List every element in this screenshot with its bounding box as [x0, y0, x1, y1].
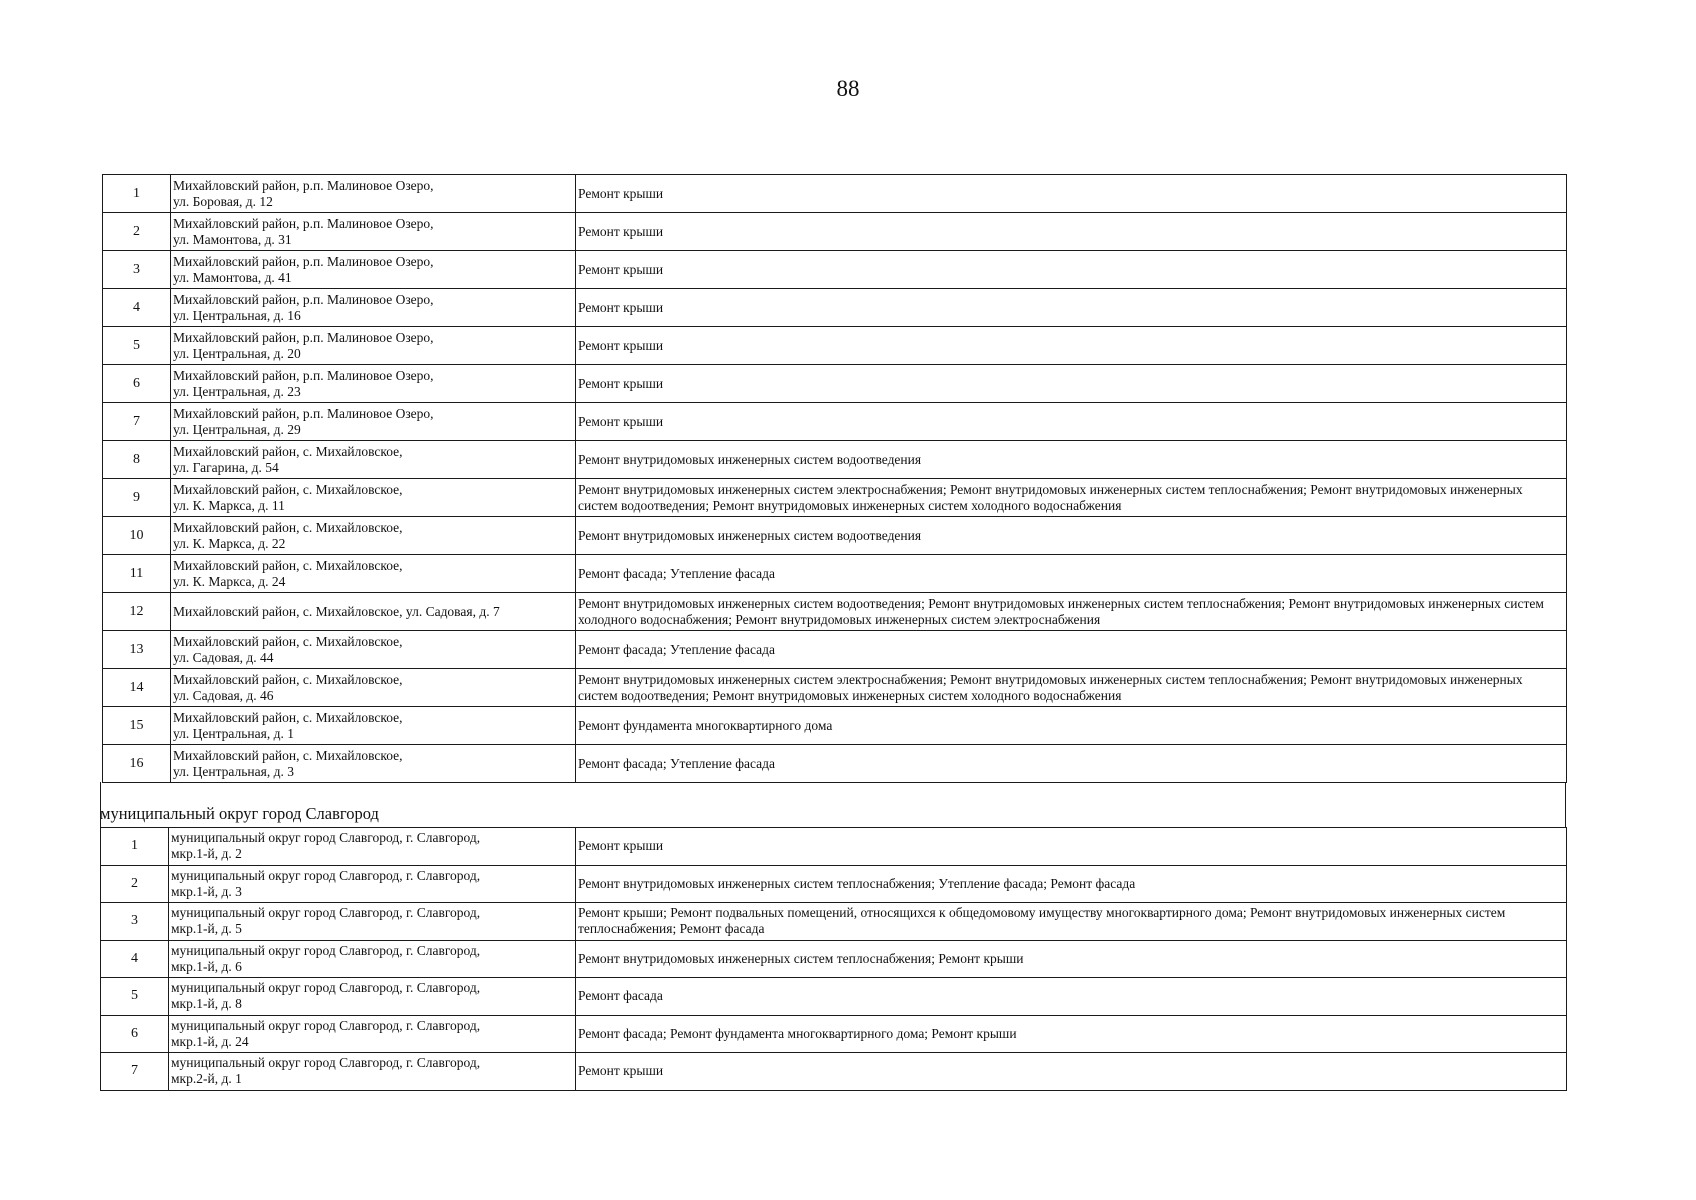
row-address: Михайловский район, р.п. Малиновое Озеро, ул. Центральная, д. 29	[171, 403, 576, 441]
row-number: 3	[103, 251, 171, 289]
table-row	[103, 251, 1567, 289]
row-address: муниципальный округ город Славгород, г. Славгород, мкр.2-й, д. 1	[169, 1053, 576, 1091]
row-work-type: Ремонт внутридомовых инженерных систем теплоснабжения; Ремонт крыши	[576, 940, 1567, 978]
row-address: Михайловский район, с. Михайловское, ул. К. Маркса, д. 24	[171, 555, 576, 593]
row-address: муниципальный округ город Славгород, г. Славгород, мкр.1-й, д. 3	[169, 865, 576, 903]
row-work-type: Ремонт фасада; Утепление фасада	[576, 631, 1567, 669]
row-address: Михайловский район, р.п. Малиновое Озеро, ул. Центральная, д. 20	[171, 327, 576, 365]
row-number: 1	[103, 175, 171, 213]
row-number: 8	[103, 441, 171, 479]
table-row	[103, 631, 1567, 669]
row-address: Михайловский район, р.п. Малиновое Озеро, ул. Центральная, д. 23	[171, 365, 576, 403]
table-row	[101, 865, 1567, 903]
row-work-type: Ремонт крыши	[576, 289, 1567, 327]
row-address: Михайловский район, р.п. Малиновое Озеро, ул. Мамонтова, д. 41	[171, 251, 576, 289]
table-row	[103, 669, 1567, 707]
row-number: 4	[103, 289, 171, 327]
table-row	[103, 403, 1567, 441]
row-number: 2	[101, 865, 169, 903]
row-work-type: Ремонт фасада	[576, 978, 1567, 1016]
row-number: 6	[101, 1015, 169, 1053]
table-row	[103, 327, 1567, 365]
table-row	[103, 175, 1567, 213]
row-address: Михайловский район, с. Михайловское, ул. Гагарина, д. 54	[171, 441, 576, 479]
repair-table-mikhailovsky	[102, 174, 1567, 783]
row-number: 1	[101, 828, 169, 866]
row-number: 2	[103, 213, 171, 251]
row-address: Михайловский район, с. Михайловское, ул. К. Маркса, д. 22	[171, 517, 576, 555]
section-heading: муниципальный округ город Славгород	[100, 804, 379, 823]
table-row	[101, 1053, 1567, 1091]
row-number: 3	[101, 903, 169, 941]
row-number: 4	[101, 940, 169, 978]
row-address: Михайловский район, с. Михайловское, ул. Садовая, д. 7	[171, 593, 576, 631]
table-row	[103, 517, 1567, 555]
row-number: 7	[101, 1053, 169, 1091]
row-work-type: Ремонт внутридомовых инженерных систем водоотведения	[576, 517, 1567, 555]
row-address: Михайловский район, с. Михайловское, ул. Садовая, д. 46	[171, 669, 576, 707]
repair-table-slavgorod	[100, 827, 1567, 1091]
row-address: муниципальный округ город Славгород, г. Славгород, мкр.1-й, д. 5	[169, 903, 576, 941]
row-address: Михайловский район, с. Михайловское, ул. К. Маркса, д. 11	[171, 479, 576, 517]
row-work-type: Ремонт внутридомовых инженерных систем теплоснабжения; Утепление фасада; Ремонт фасада	[576, 865, 1567, 903]
table-row	[101, 940, 1567, 978]
row-work-type: Ремонт крыши	[576, 327, 1567, 365]
table-row	[103, 213, 1567, 251]
row-number: 6	[103, 365, 171, 403]
row-address: Михайловский район, с. Михайловское, ул. Центральная, д. 3	[171, 745, 576, 783]
table-row	[101, 978, 1567, 1016]
table-row	[101, 828, 1567, 866]
row-number: 15	[103, 707, 171, 745]
table-row	[103, 555, 1567, 593]
row-number: 14	[103, 669, 171, 707]
table-row	[101, 903, 1567, 941]
table-row	[103, 289, 1567, 327]
row-address: Михайловский район, р.п. Малиновое Озеро, ул. Мамонтова, д. 31	[171, 213, 576, 251]
row-address: муниципальный округ город Славгород, г. Славгород, мкр.1-й, д. 8	[169, 978, 576, 1016]
row-number: 5	[103, 327, 171, 365]
table-row	[103, 479, 1567, 517]
row-number: 5	[101, 978, 169, 1016]
row-work-type: Ремонт фасада; Утепление фасада	[576, 745, 1567, 783]
row-work-type: Ремонт внутридомовых инженерных систем электроснабжения; Ремонт внутридомовых инженерных систем теплоснабжения; Ремонт внутридомовых инженерных систем водоотведения; Ремонт внутридомовых инженерных систем холодного водоснабжения	[576, 479, 1567, 517]
row-work-type: Ремонт фасада; Ремонт фундамента многоквартирного дома; Ремонт крыши	[576, 1015, 1567, 1053]
row-address: Михайловский район, р.п. Малиновое Озеро, ул. Центральная, д. 16	[171, 289, 576, 327]
row-work-type: Ремонт внутридомовых инженерных систем водоотведения	[576, 441, 1567, 479]
row-work-type: Ремонт фундамента многоквартирного дома	[576, 707, 1567, 745]
table-row	[103, 745, 1567, 783]
row-address: муниципальный округ город Славгород, г. Славгород, мкр.1-й, д. 6	[169, 940, 576, 978]
row-number: 9	[103, 479, 171, 517]
row-work-type: Ремонт крыши	[576, 213, 1567, 251]
row-number: 13	[103, 631, 171, 669]
row-number: 16	[103, 745, 171, 783]
row-work-type: Ремонт внутридомовых инженерных систем электроснабжения; Ремонт внутридомовых инженерных систем теплоснабжения; Ремонт внутридомовых инженерных систем водоотведения; Ремонт внутридомовых инженерных систем холодного водоснабжения	[576, 669, 1567, 707]
table-row	[103, 707, 1567, 745]
row-number: 12	[103, 593, 171, 631]
page-number: 88	[836, 76, 860, 101]
row-work-type: Ремонт крыши	[576, 365, 1567, 403]
row-address: Михайловский район, с. Михайловское, ул. Садовая, д. 44	[171, 631, 576, 669]
row-address: Михайловский район, с. Михайловское, ул. Центральная, д. 1	[171, 707, 576, 745]
row-address: муниципальный округ город Славгород, г. Славгород, мкр.1-й, д. 24	[169, 1015, 576, 1053]
row-number: 7	[103, 403, 171, 441]
row-work-type: Ремонт крыши	[576, 403, 1567, 441]
row-work-type: Ремонт крыши	[576, 828, 1567, 866]
table-row	[103, 441, 1567, 479]
table-row	[103, 593, 1567, 631]
row-address: муниципальный округ город Славгород, г. Славгород, мкр.1-й, д. 2	[169, 828, 576, 866]
row-work-type: Ремонт крыши; Ремонт подвальных помещений, относящихся к общедомовому имуществу многоквартирного дома; Ремонт внутридомовых инженерных систем теплоснабжения; Ремонт фасада	[576, 903, 1567, 941]
table-row	[103, 365, 1567, 403]
table-row	[101, 1015, 1567, 1053]
row-work-type: Ремонт крыши	[576, 175, 1567, 213]
row-number: 10	[103, 517, 171, 555]
row-number: 11	[103, 555, 171, 593]
row-address: Михайловский район, р.п. Малиновое Озеро, ул. Боровая, д. 12	[171, 175, 576, 213]
row-work-type: Ремонт крыши	[576, 251, 1567, 289]
row-work-type: Ремонт внутридомовых инженерных систем водоотведения; Ремонт внутридомовых инженерных систем теплоснабжения; Ремонт внутридомовых инженерных систем холодного водоснабжения; Ремонт внутридомовых инженерных систем электроснабжения	[576, 593, 1567, 631]
row-work-type: Ремонт крыши	[576, 1053, 1567, 1091]
row-work-type: Ремонт фасада; Утепление фасада	[576, 555, 1567, 593]
